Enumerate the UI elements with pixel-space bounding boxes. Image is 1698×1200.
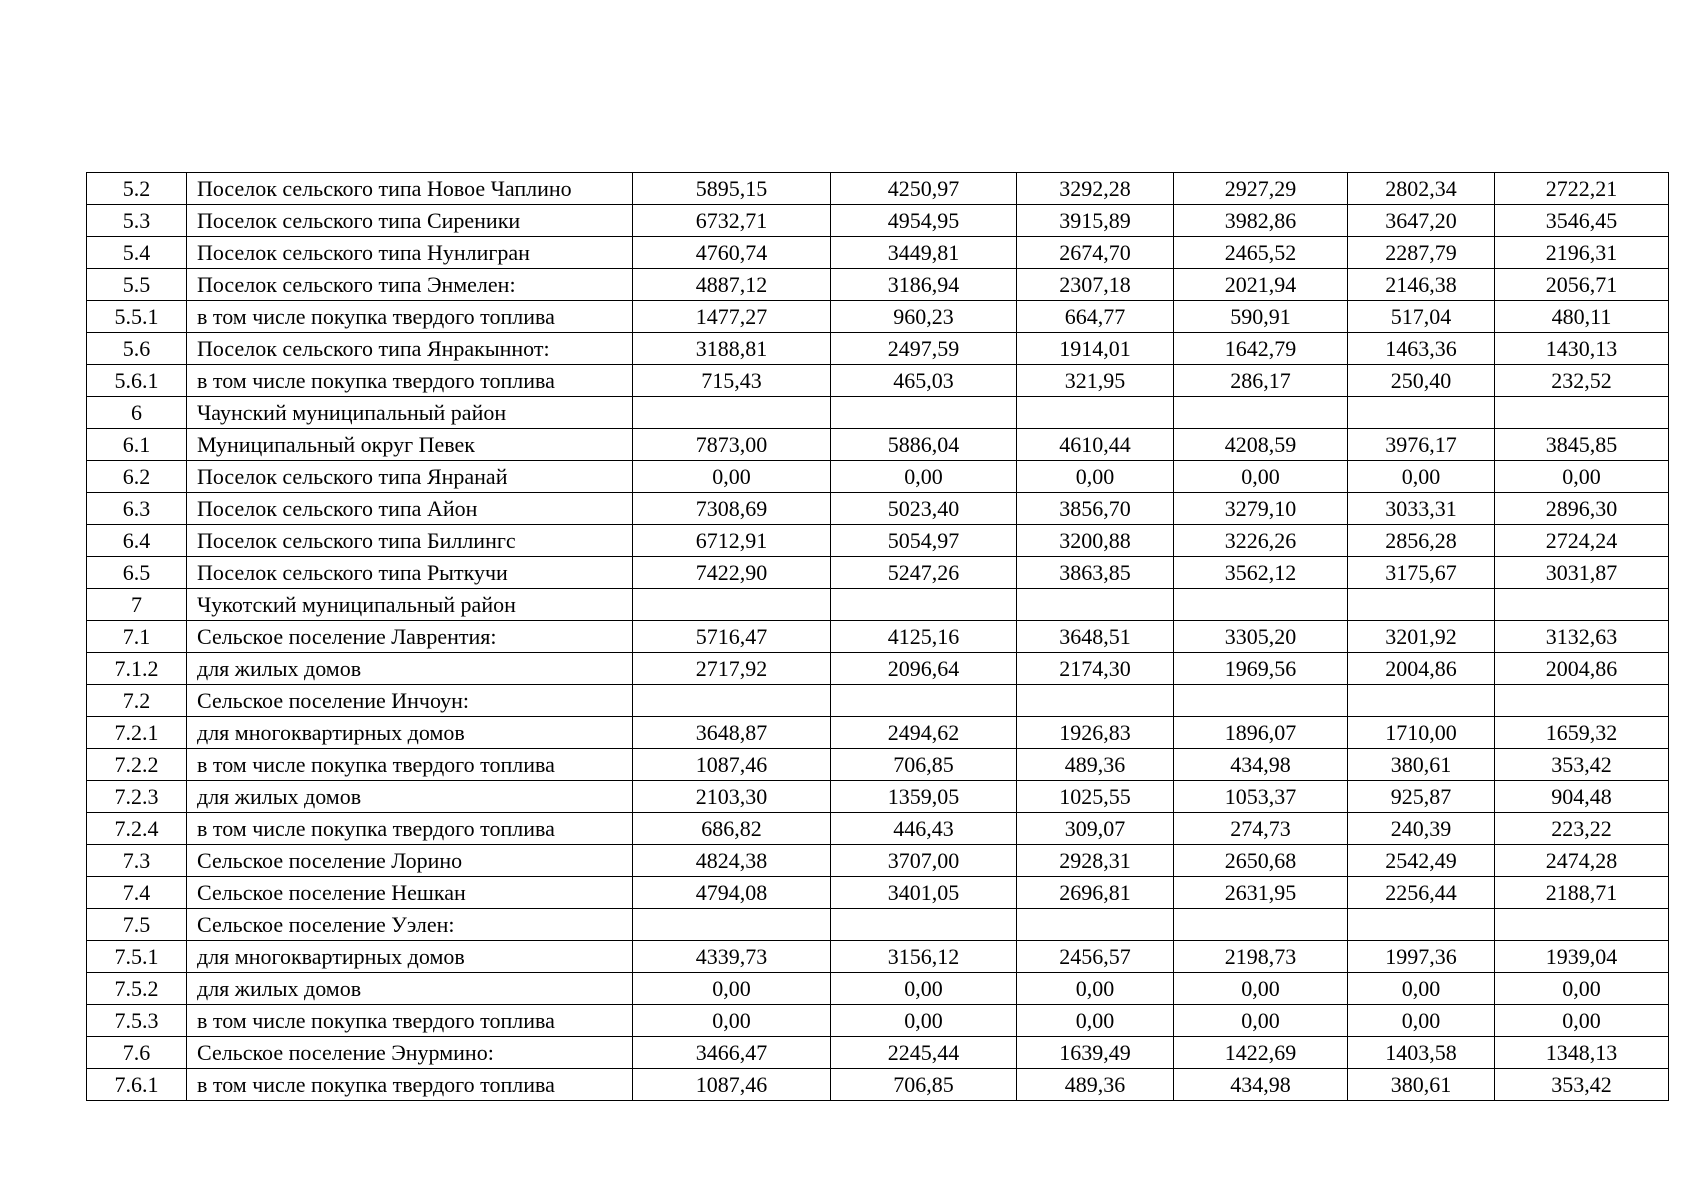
value-cell: 0,00 <box>831 461 1017 493</box>
value-cell <box>831 909 1017 941</box>
table-row <box>87 493 1669 525</box>
value-cell: 2722,21 <box>1495 173 1669 205</box>
value-cell <box>831 589 1017 621</box>
value-cell: 2717,92 <box>633 653 831 685</box>
value-cell: 489,36 <box>1017 749 1174 781</box>
value-cell: 4794,08 <box>633 877 831 909</box>
value-cell: 250,40 <box>1348 365 1495 397</box>
value-cell: 3648,51 <box>1017 621 1174 653</box>
value-cell: 3132,63 <box>1495 621 1669 653</box>
value-cell: 706,85 <box>831 749 1017 781</box>
table-row <box>87 269 1669 301</box>
row-name: Поселок сельского типа Энмелен: <box>187 269 633 301</box>
value-cell: 3200,88 <box>1017 525 1174 557</box>
row-number: 5.2 <box>87 173 187 205</box>
value-cell: 4954,95 <box>831 205 1017 237</box>
table-row <box>87 941 1669 973</box>
value-cell: 925,87 <box>1348 781 1495 813</box>
value-cell: 3279,10 <box>1174 493 1348 525</box>
value-cell: 3449,81 <box>831 237 1017 269</box>
value-cell <box>1495 589 1669 621</box>
value-cell: 434,98 <box>1174 749 1348 781</box>
row-number: 5.6.1 <box>87 365 187 397</box>
value-cell: 2307,18 <box>1017 269 1174 301</box>
value-cell: 0,00 <box>831 1005 1017 1037</box>
row-name: в том числе покупка твердого топлива <box>187 813 633 845</box>
value-cell: 0,00 <box>1348 461 1495 493</box>
value-cell: 0,00 <box>633 973 831 1005</box>
value-cell: 0,00 <box>1174 973 1348 1005</box>
value-cell: 3546,45 <box>1495 205 1669 237</box>
value-cell: 0,00 <box>1495 973 1669 1005</box>
row-number: 7.5.3 <box>87 1005 187 1037</box>
value-cell: 3175,67 <box>1348 557 1495 589</box>
row-number: 6.1 <box>87 429 187 461</box>
value-cell: 309,07 <box>1017 813 1174 845</box>
value-cell <box>1174 909 1348 941</box>
value-cell: 2650,68 <box>1174 845 1348 877</box>
table-row <box>87 1037 1669 1069</box>
value-cell <box>1348 397 1495 429</box>
value-cell: 0,00 <box>1495 461 1669 493</box>
value-cell: 1430,13 <box>1495 333 1669 365</box>
value-cell: 3201,92 <box>1348 621 1495 653</box>
value-cell: 0,00 <box>1348 973 1495 1005</box>
data-table <box>86 172 1669 1101</box>
value-cell: 2927,29 <box>1174 173 1348 205</box>
value-cell: 6712,91 <box>633 525 831 557</box>
table-row <box>87 333 1669 365</box>
row-number: 7.2 <box>87 685 187 717</box>
row-name: Поселок сельского типа Нунлигран <box>187 237 633 269</box>
table-row <box>87 173 1669 205</box>
table-row <box>87 813 1669 845</box>
row-number: 7.3 <box>87 845 187 877</box>
value-cell: 0,00 <box>1174 1005 1348 1037</box>
row-number: 7.1 <box>87 621 187 653</box>
value-cell: 2056,71 <box>1495 269 1669 301</box>
value-cell: 1969,56 <box>1174 653 1348 685</box>
value-cell: 353,42 <box>1495 1069 1669 1101</box>
value-cell: 3845,85 <box>1495 429 1669 461</box>
row-name: Сельское поселение Уэлен: <box>187 909 633 941</box>
value-cell <box>633 909 831 941</box>
value-cell <box>633 685 831 717</box>
row-name: для многоквартирных домов <box>187 941 633 973</box>
table-row <box>87 845 1669 877</box>
value-cell: 321,95 <box>1017 365 1174 397</box>
value-cell: 1896,07 <box>1174 717 1348 749</box>
value-cell: 3156,12 <box>831 941 1017 973</box>
value-cell: 590,91 <box>1174 301 1348 333</box>
table-row <box>87 653 1669 685</box>
table-row <box>87 429 1669 461</box>
value-cell: 3188,81 <box>633 333 831 365</box>
value-cell: 686,82 <box>633 813 831 845</box>
value-cell: 4887,12 <box>633 269 831 301</box>
row-name: Поселок сельского типа Рыткучи <box>187 557 633 589</box>
value-cell: 4250,97 <box>831 173 1017 205</box>
value-cell: 2004,86 <box>1348 653 1495 685</box>
value-cell: 517,04 <box>1348 301 1495 333</box>
value-cell <box>1174 589 1348 621</box>
value-cell: 3292,28 <box>1017 173 1174 205</box>
table-row <box>87 365 1669 397</box>
row-name: Сельское поселение Энурмино: <box>187 1037 633 1069</box>
row-name: Чаунский муниципальный район <box>187 397 633 429</box>
table-row <box>87 205 1669 237</box>
row-name: Поселок сельского типа Сиреники <box>187 205 633 237</box>
value-cell: 2198,73 <box>1174 941 1348 973</box>
value-cell: 5886,04 <box>831 429 1017 461</box>
value-cell: 4125,16 <box>831 621 1017 653</box>
row-name: в том числе покупка твердого топлива <box>187 301 633 333</box>
value-cell: 465,03 <box>831 365 1017 397</box>
value-cell: 3707,00 <box>831 845 1017 877</box>
value-cell: 0,00 <box>1017 973 1174 1005</box>
row-name: для многоквартирных домов <box>187 717 633 749</box>
value-cell: 1087,46 <box>633 1069 831 1101</box>
value-cell: 2674,70 <box>1017 237 1174 269</box>
row-name: Поселок сельского типа Биллингс <box>187 525 633 557</box>
value-cell: 3863,85 <box>1017 557 1174 589</box>
table-row <box>87 877 1669 909</box>
value-cell: 4339,73 <box>633 941 831 973</box>
row-number: 7.4 <box>87 877 187 909</box>
row-number: 6.4 <box>87 525 187 557</box>
value-cell: 480,11 <box>1495 301 1669 333</box>
table-row <box>87 525 1669 557</box>
value-cell: 2256,44 <box>1348 877 1495 909</box>
value-cell: 446,43 <box>831 813 1017 845</box>
value-cell <box>1174 685 1348 717</box>
value-cell: 0,00 <box>1495 1005 1669 1037</box>
value-cell: 715,43 <box>633 365 831 397</box>
table-row <box>87 621 1669 653</box>
value-cell: 3982,86 <box>1174 205 1348 237</box>
row-name: Сельское поселение Лаврентия: <box>187 621 633 653</box>
row-name: в том числе покупка твердого топлива <box>187 1005 633 1037</box>
value-cell: 380,61 <box>1348 749 1495 781</box>
value-cell: 2021,94 <box>1174 269 1348 301</box>
value-cell: 2146,38 <box>1348 269 1495 301</box>
value-cell: 706,85 <box>831 1069 1017 1101</box>
value-cell: 2497,59 <box>831 333 1017 365</box>
value-cell: 0,00 <box>1017 461 1174 493</box>
value-cell: 7873,00 <box>633 429 831 461</box>
row-name: Муниципальный округ Певек <box>187 429 633 461</box>
row-name: Чукотский муниципальный район <box>187 589 633 621</box>
value-cell: 5023,40 <box>831 493 1017 525</box>
table-row <box>87 749 1669 781</box>
value-cell <box>1017 589 1174 621</box>
value-cell: 0,00 <box>633 1005 831 1037</box>
value-cell: 2928,31 <box>1017 845 1174 877</box>
value-cell: 5716,47 <box>633 621 831 653</box>
value-cell <box>633 589 831 621</box>
row-name: для жилых домов <box>187 781 633 813</box>
value-cell: 1477,27 <box>633 301 831 333</box>
value-cell: 1463,36 <box>1348 333 1495 365</box>
table-row <box>87 397 1669 429</box>
value-cell: 2696,81 <box>1017 877 1174 909</box>
row-name: Сельское поселение Лорино <box>187 845 633 877</box>
row-number: 7.1.2 <box>87 653 187 685</box>
row-number: 7.5.2 <box>87 973 187 1005</box>
row-number: 7 <box>87 589 187 621</box>
value-cell: 2174,30 <box>1017 653 1174 685</box>
table-row <box>87 781 1669 813</box>
row-number: 5.5.1 <box>87 301 187 333</box>
value-cell: 353,42 <box>1495 749 1669 781</box>
value-cell: 2474,28 <box>1495 845 1669 877</box>
row-number: 7.2.2 <box>87 749 187 781</box>
value-cell: 2456,57 <box>1017 941 1174 973</box>
row-number: 5.5 <box>87 269 187 301</box>
value-cell: 1710,00 <box>1348 717 1495 749</box>
table-row <box>87 461 1669 493</box>
value-cell: 2896,30 <box>1495 493 1669 525</box>
row-number: 6.3 <box>87 493 187 525</box>
table-row <box>87 589 1669 621</box>
value-cell <box>1017 685 1174 717</box>
value-cell: 2096,64 <box>831 653 1017 685</box>
value-cell: 2004,86 <box>1495 653 1669 685</box>
value-cell: 286,17 <box>1174 365 1348 397</box>
value-cell <box>1017 397 1174 429</box>
value-cell: 3305,20 <box>1174 621 1348 653</box>
value-cell: 380,61 <box>1348 1069 1495 1101</box>
value-cell <box>633 397 831 429</box>
value-cell <box>1017 909 1174 941</box>
row-number: 7.5.1 <box>87 941 187 973</box>
table-row <box>87 1069 1669 1101</box>
value-cell: 5247,26 <box>831 557 1017 589</box>
value-cell: 1422,69 <box>1174 1037 1348 1069</box>
value-cell: 3562,12 <box>1174 557 1348 589</box>
value-cell: 3186,94 <box>831 269 1017 301</box>
value-cell: 4760,74 <box>633 237 831 269</box>
row-name: для жилых домов <box>187 973 633 1005</box>
value-cell <box>1348 589 1495 621</box>
row-name: Поселок сельского типа Айон <box>187 493 633 525</box>
value-cell: 274,73 <box>1174 813 1348 845</box>
value-cell: 664,77 <box>1017 301 1174 333</box>
value-cell: 1348,13 <box>1495 1037 1669 1069</box>
value-cell: 960,23 <box>831 301 1017 333</box>
value-cell: 0,00 <box>1174 461 1348 493</box>
value-cell: 7308,69 <box>633 493 831 525</box>
value-cell: 3856,70 <box>1017 493 1174 525</box>
value-cell: 2188,71 <box>1495 877 1669 909</box>
row-number: 7.2.1 <box>87 717 187 749</box>
value-cell <box>1495 685 1669 717</box>
row-number: 7.2.3 <box>87 781 187 813</box>
value-cell: 2724,24 <box>1495 525 1669 557</box>
value-cell: 1659,32 <box>1495 717 1669 749</box>
value-cell: 2802,34 <box>1348 173 1495 205</box>
value-cell: 4208,59 <box>1174 429 1348 461</box>
value-cell <box>1174 397 1348 429</box>
value-cell: 3401,05 <box>831 877 1017 909</box>
value-cell: 0,00 <box>633 461 831 493</box>
value-cell: 1914,01 <box>1017 333 1174 365</box>
value-cell: 2245,44 <box>831 1037 1017 1069</box>
table-row <box>87 237 1669 269</box>
value-cell: 2856,28 <box>1348 525 1495 557</box>
row-name: Сельское поселение Нешкан <box>187 877 633 909</box>
value-cell: 1642,79 <box>1174 333 1348 365</box>
row-number: 7.6 <box>87 1037 187 1069</box>
value-cell: 5895,15 <box>633 173 831 205</box>
value-cell: 0,00 <box>1017 1005 1174 1037</box>
value-cell <box>1495 397 1669 429</box>
value-cell: 1403,58 <box>1348 1037 1495 1069</box>
value-cell: 3031,87 <box>1495 557 1669 589</box>
value-cell: 232,52 <box>1495 365 1669 397</box>
row-name: в том числе покупка твердого топлива <box>187 749 633 781</box>
value-cell: 434,98 <box>1174 1069 1348 1101</box>
table-row <box>87 557 1669 589</box>
value-cell: 1997,36 <box>1348 941 1495 973</box>
value-cell: 2287,79 <box>1348 237 1495 269</box>
value-cell: 2196,31 <box>1495 237 1669 269</box>
table-body <box>87 173 1669 1101</box>
value-cell: 223,22 <box>1495 813 1669 845</box>
value-cell: 240,39 <box>1348 813 1495 845</box>
row-name: Поселок сельского типа Янракыннот: <box>187 333 633 365</box>
value-cell: 2494,62 <box>831 717 1017 749</box>
row-number: 6 <box>87 397 187 429</box>
table-row <box>87 973 1669 1005</box>
value-cell: 2103,30 <box>633 781 831 813</box>
row-number: 7.5 <box>87 909 187 941</box>
row-number: 6.2 <box>87 461 187 493</box>
value-cell <box>1495 909 1669 941</box>
value-cell: 4824,38 <box>633 845 831 877</box>
row-name: Поселок сельского типа Янранай <box>187 461 633 493</box>
value-cell: 3647,20 <box>1348 205 1495 237</box>
value-cell: 0,00 <box>831 973 1017 1005</box>
value-cell: 1053,37 <box>1174 781 1348 813</box>
value-cell: 1939,04 <box>1495 941 1669 973</box>
value-cell: 1359,05 <box>831 781 1017 813</box>
value-cell: 3226,26 <box>1174 525 1348 557</box>
value-cell: 1087,46 <box>633 749 831 781</box>
row-number: 7.2.4 <box>87 813 187 845</box>
row-number: 5.4 <box>87 237 187 269</box>
value-cell: 1639,49 <box>1017 1037 1174 1069</box>
value-cell: 1025,55 <box>1017 781 1174 813</box>
row-name: Поселок сельского типа Новое Чаплино <box>187 173 633 205</box>
value-cell: 4610,44 <box>1017 429 1174 461</box>
value-cell: 489,36 <box>1017 1069 1174 1101</box>
value-cell: 3976,17 <box>1348 429 1495 461</box>
value-cell: 2465,52 <box>1174 237 1348 269</box>
value-cell: 3915,89 <box>1017 205 1174 237</box>
value-cell: 2631,95 <box>1174 877 1348 909</box>
value-cell <box>831 397 1017 429</box>
table-row <box>87 685 1669 717</box>
value-cell: 0,00 <box>1348 1005 1495 1037</box>
value-cell <box>831 685 1017 717</box>
row-name: в том числе покупка твердого топлива <box>187 1069 633 1101</box>
table-row <box>87 301 1669 333</box>
row-name: Сельское поселение Инчоун: <box>187 685 633 717</box>
value-cell <box>1348 909 1495 941</box>
value-cell: 3648,87 <box>633 717 831 749</box>
value-cell: 3033,31 <box>1348 493 1495 525</box>
value-cell: 6732,71 <box>633 205 831 237</box>
row-number: 7.6.1 <box>87 1069 187 1101</box>
value-cell: 904,48 <box>1495 781 1669 813</box>
value-cell: 3466,47 <box>633 1037 831 1069</box>
value-cell: 1926,83 <box>1017 717 1174 749</box>
value-cell: 2542,49 <box>1348 845 1495 877</box>
table-row <box>87 909 1669 941</box>
row-name: для жилых домов <box>187 653 633 685</box>
value-cell: 5054,97 <box>831 525 1017 557</box>
table-row <box>87 1005 1669 1037</box>
row-number: 5.3 <box>87 205 187 237</box>
row-number: 6.5 <box>87 557 187 589</box>
row-number: 5.6 <box>87 333 187 365</box>
table-row <box>87 717 1669 749</box>
row-name: в том числе покупка твердого топлива <box>187 365 633 397</box>
value-cell: 7422,90 <box>633 557 831 589</box>
value-cell <box>1348 685 1495 717</box>
